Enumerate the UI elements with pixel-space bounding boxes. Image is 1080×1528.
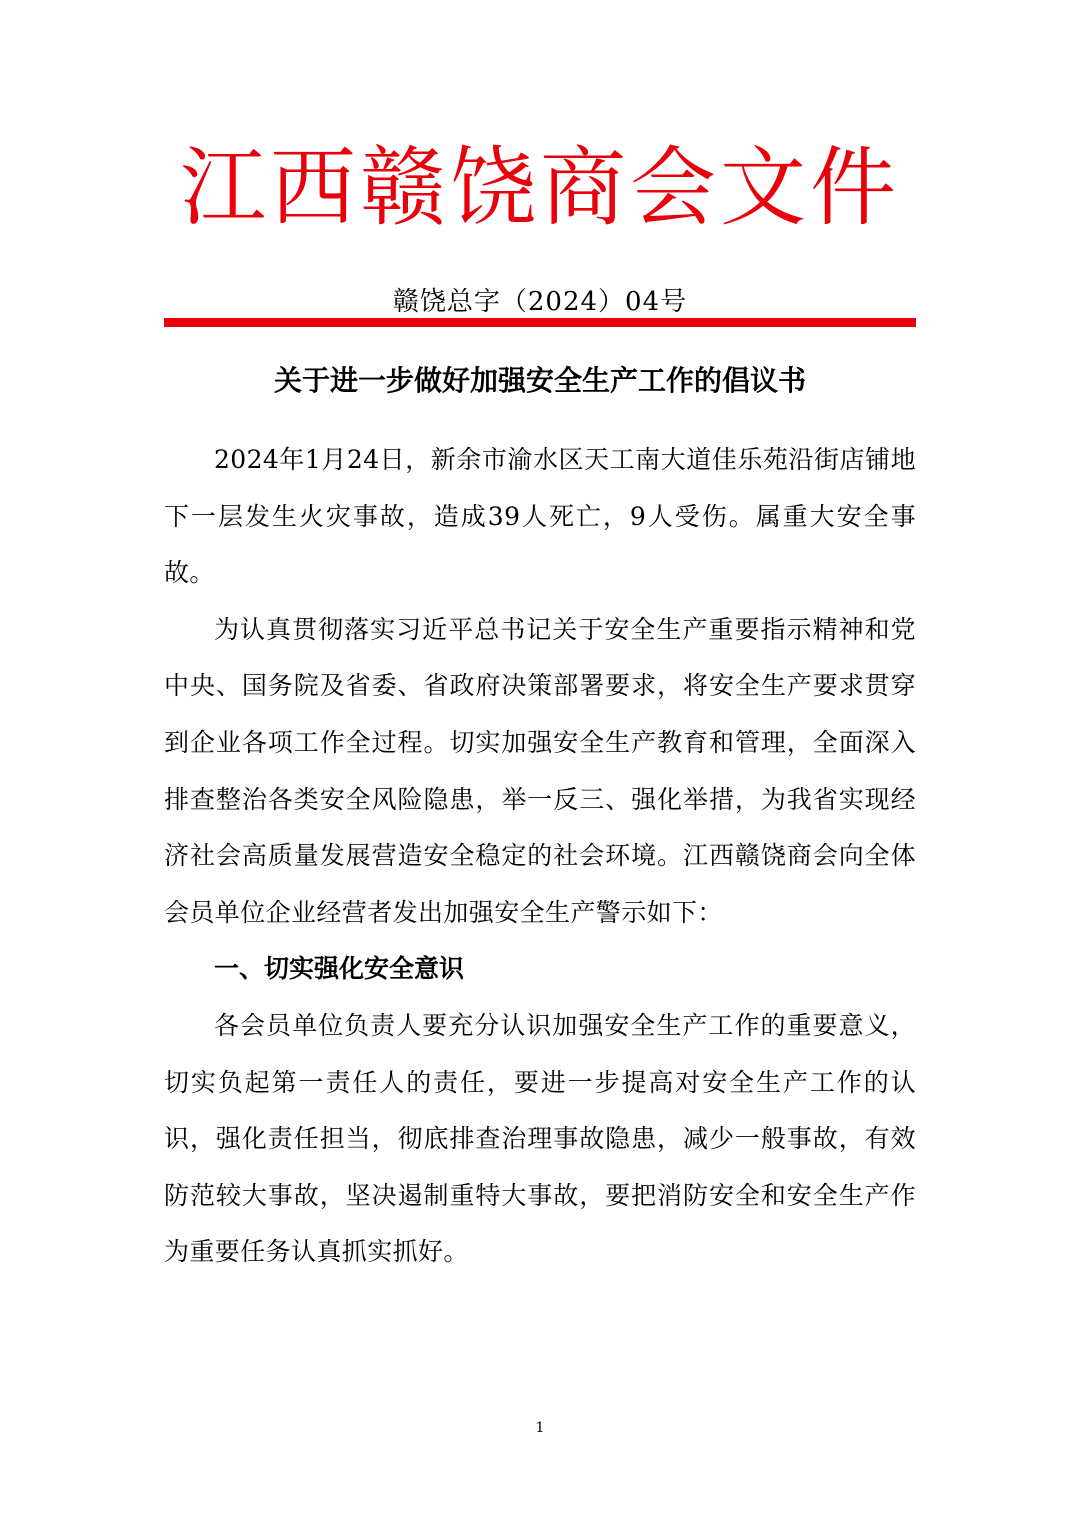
document-body bbox=[164, 432, 916, 1281]
page-number: 1 bbox=[535, 1420, 545, 1436]
paragraph-background: 为认真贯彻落实习近平总书记关于安全生产重要指示精神和党中央、国务院及省委、省政府决策部署要求，将安全生产要求贯穿到企业各项工作全过程。切实加强安全生产教育和管理，全面深入排查整治各类安全风险隐患，举一反三、强化举措，为我省实现经济社会高质量发展营造安全稳定的社会环境。江西赣饶商会向全体会员单位企业经营者发出加强安全生产警示如下： bbox=[164, 614, 916, 927]
section-heading-1: 一、切实强化安全意识 bbox=[214, 954, 465, 984]
document-title: 关于进一步做好加强安全生产工作的倡议书 bbox=[273, 364, 806, 397]
red-separator-rule bbox=[164, 318, 916, 327]
document-number: 赣饶总字（2024）04号 bbox=[392, 287, 688, 317]
org-document-header: 江西赣饶商会文件 bbox=[180, 138, 900, 238]
paragraph-incident: 2024年1月24日，新余市渝水区天工南大道佳乐苑沿街店铺地下一层发生火灾事故，造成39人死亡，9人受伤。属重大安全事故。 bbox=[164, 445, 916, 588]
paragraph-section-1: 各会员单位负责人要充分认识加强安全生产工作的重要意义，切实负起第一责任人的责任，要进一步提高对安全生产工作的认识，强化责任担当，彻底排查治理事故隐患，减少一般事故，有效防范较大事故，坚决遏制重特大事故，要把消防安全和安全生产作为重要任务认真抓实抓好。 bbox=[164, 1010, 916, 1267]
